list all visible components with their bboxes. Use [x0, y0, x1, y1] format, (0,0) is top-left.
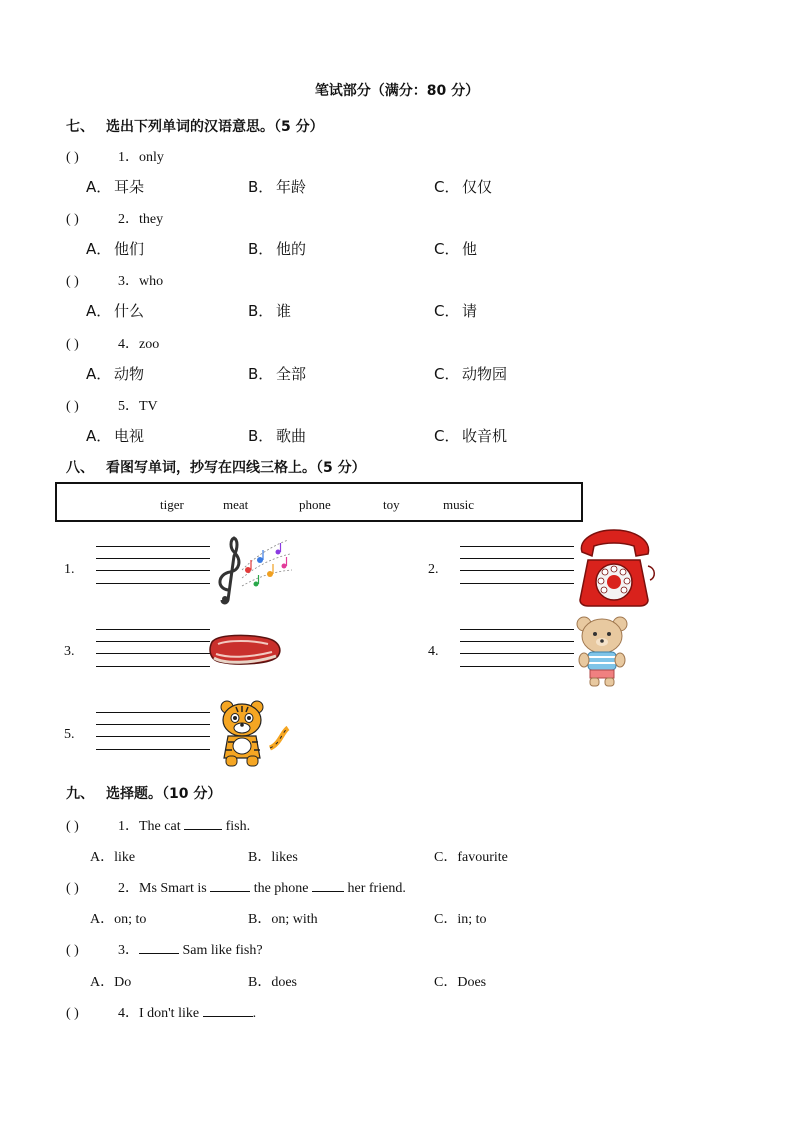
fill-blank[interactable] — [312, 879, 344, 892]
option-a[interactable]: A． 他们 — [86, 240, 145, 258]
writing-lines[interactable] — [460, 546, 574, 584]
item-number: 2. — [428, 562, 439, 577]
item-number: 1. — [64, 562, 75, 577]
writing-lines[interactable] — [96, 629, 210, 667]
word-bank-box — [55, 482, 583, 522]
meat-steak-icon — [208, 632, 284, 668]
fill-blank[interactable] — [139, 941, 179, 954]
teddy-bear-toy-icon — [574, 614, 630, 688]
writing-lines[interactable] — [96, 712, 210, 750]
option-b[interactable]: B． 歌曲 — [248, 427, 307, 445]
option-b[interactable]: B． 年龄 — [248, 178, 307, 196]
answer-blank[interactable]: ( ) — [66, 881, 79, 896]
item-number: 5. — [64, 727, 75, 742]
section-number: 八、 — [66, 460, 94, 476]
word-bank-item: toy — [383, 497, 400, 512]
option-b[interactable]: B． 全部 — [248, 365, 307, 383]
telephone-icon — [572, 526, 656, 608]
option-b[interactable]: B． 谁 — [248, 302, 292, 320]
fill-blank[interactable] — [184, 817, 222, 830]
option-a[interactable]: A．on; to — [90, 912, 147, 927]
answer-blank[interactable]: ( ) — [66, 943, 79, 958]
option-a[interactable]: A． 什么 — [86, 302, 145, 320]
answer-blank[interactable]: ( ) — [66, 399, 79, 414]
option-c[interactable]: C． 动物园 — [434, 365, 508, 383]
section-number: 七、 — [66, 119, 94, 135]
question-text: 4．zoo — [118, 337, 160, 352]
question-9-3: ( ) 3． Sam like fish? — [66, 943, 263, 958]
fill-blank[interactable] — [203, 1004, 253, 1017]
option-c[interactable]: C． 仅仅 — [434, 178, 493, 196]
answer-blank[interactable]: ( ) — [66, 819, 79, 834]
question-7-1 — [66, 146, 164, 166]
question-7-3 — [66, 270, 163, 290]
section-8-heading — [66, 457, 366, 477]
answer-blank[interactable]: ( ) — [66, 150, 79, 165]
answer-blank[interactable]: ( ) — [66, 1006, 79, 1021]
option-c[interactable]: C．in; to — [434, 912, 487, 927]
question-text: 2．they — [118, 212, 164, 227]
question-text: 3．who — [118, 274, 164, 289]
question-9-1: ( ) 1．The cat fish. — [66, 819, 251, 834]
word-bank-item: phone — [299, 497, 331, 512]
question-7-2 — [66, 208, 163, 228]
option-c[interactable]: C．favourite — [434, 850, 508, 865]
option-b[interactable]: B． 他的 — [248, 240, 307, 258]
section-7-heading — [66, 116, 324, 136]
tiger-icon — [218, 698, 290, 770]
option-a[interactable]: A． 电视 — [86, 427, 145, 445]
option-a[interactable]: A． 耳朵 — [86, 178, 145, 196]
option-b[interactable]: B．does — [248, 975, 297, 990]
word-bank-item: music — [443, 497, 475, 512]
option-b[interactable]: B．on; with — [248, 912, 318, 927]
option-a[interactable]: A．Do — [90, 975, 132, 990]
answer-blank[interactable]: ( ) — [66, 274, 79, 289]
option-c[interactable]: C． 请 — [434, 302, 478, 320]
option-a[interactable]: A． 动物 — [86, 365, 145, 383]
section-label: 选择题。（10 分） — [106, 786, 222, 802]
answer-blank[interactable]: ( ) — [66, 337, 79, 352]
word-bank-item: tiger — [160, 497, 184, 512]
question-7-4 — [66, 333, 159, 353]
item-number: 4. — [428, 644, 439, 659]
music-notes-icon — [212, 530, 294, 606]
fill-blank[interactable] — [210, 879, 250, 892]
word-bank-item: meat — [223, 497, 249, 512]
answer-blank[interactable]: ( ) — [66, 212, 79, 227]
section-9-heading — [66, 783, 221, 803]
page-title: 笔试部分（满分：80 分） — [314, 83, 480, 99]
item-number: 3. — [64, 644, 75, 659]
option-c[interactable]: C．Does — [434, 975, 487, 990]
option-b[interactable]: B．likes — [248, 850, 298, 865]
question-9-2: ( ) 2．Ms Smart is the phone her friend. — [66, 881, 406, 896]
writing-lines[interactable] — [460, 629, 574, 667]
writing-lines[interactable] — [96, 546, 210, 584]
option-a[interactable]: A．like — [90, 850, 136, 865]
option-c[interactable]: C． 他 — [434, 240, 478, 258]
question-text: 1．only — [118, 150, 164, 165]
question-text: 5．TV — [118, 399, 158, 414]
option-c[interactable]: C． 收音机 — [434, 427, 508, 445]
question-9-4: ( ) 4．I don't like . — [66, 1006, 257, 1021]
section-label: 看图写单词，抄写在四线三格上。（5 分） — [106, 460, 366, 476]
section-number: 九、 — [66, 786, 94, 802]
question-7-5 — [66, 395, 158, 415]
section-label: 选出下列单词的汉语意思。（5 分） — [106, 119, 324, 135]
